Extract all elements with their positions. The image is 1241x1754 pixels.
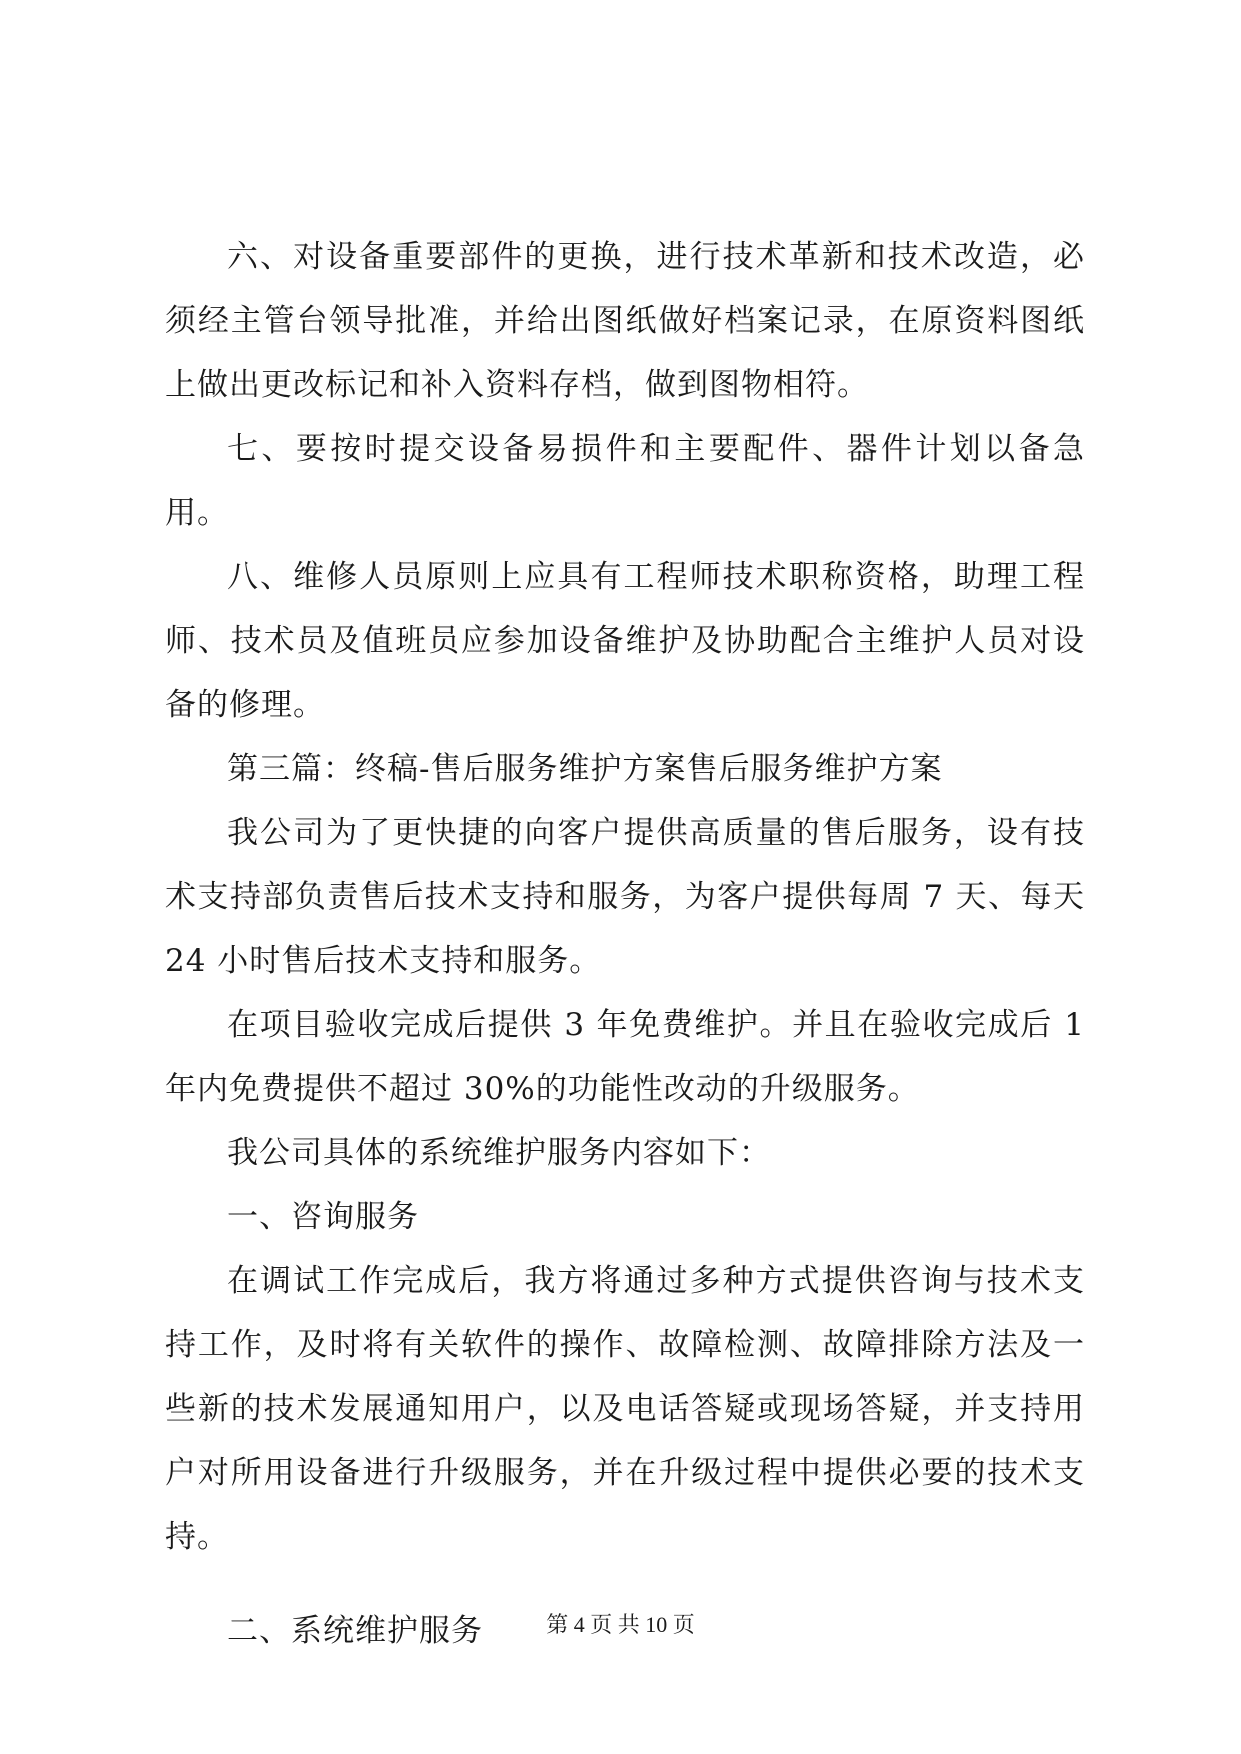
paragraph-warranty: 在项目验收完成后提供 3 年免费维护。并且在验收完成后 1 年内免费提供不超过 30%的功能性改动的升级服务。 (165, 1007, 1085, 1107)
section-title: 第三篇：终稿-售后服务维护方案售后服务维护方案 (227, 751, 943, 787)
document-body (165, 225, 1085, 1663)
paragraph-item-seven: 七、要按时提交设备易损件和主要配件、器件计划以备急用。 (165, 431, 1085, 531)
paragraph-consulting: 在调试工作完成后，我方将通过多种方式提供咨询与技术支持工作，及时将有关软件的操作、故障检测、故障排除方法及一些新的技术发展通知用户，以及电话答疑或现场答疑，并支持用户对所用设备进行升级服务，并在升级过程中提供必要的技术支持。 (165, 1263, 1085, 1555)
page-footer: 第 4 页 共 10 页 (546, 1612, 695, 1637)
paragraph-item-eight: 八、维修人员原则上应具有工程师技术职称资格，助理工程师、技术员及值班员应参加设备维护及协助配合主维护人员对设备的修理。 (165, 559, 1085, 723)
paragraph-item-six: 六、对设备重要部件的更换，进行技术革新和技术改造，必须经主管台领导批准，并给出图纸做好档案记录，在原资料图纸上做出更改标记和补入资料存档，做到图物相符。 (165, 239, 1085, 403)
subheading-maintenance: 二、系统维护服务 (227, 1613, 483, 1649)
paragraph-service-list-intro: 我公司具体的系统维护服务内容如下： (227, 1135, 771, 1171)
subheading-consulting: 一、咨询服务 (227, 1199, 419, 1235)
paragraph-intro: 我公司为了更快捷的向客户提供高质量的售后服务，设有技术支持部负责售后技术支持和服务，为客户提供每周 7 天、每天 24 小时售后技术支持和服务。 (165, 815, 1085, 979)
